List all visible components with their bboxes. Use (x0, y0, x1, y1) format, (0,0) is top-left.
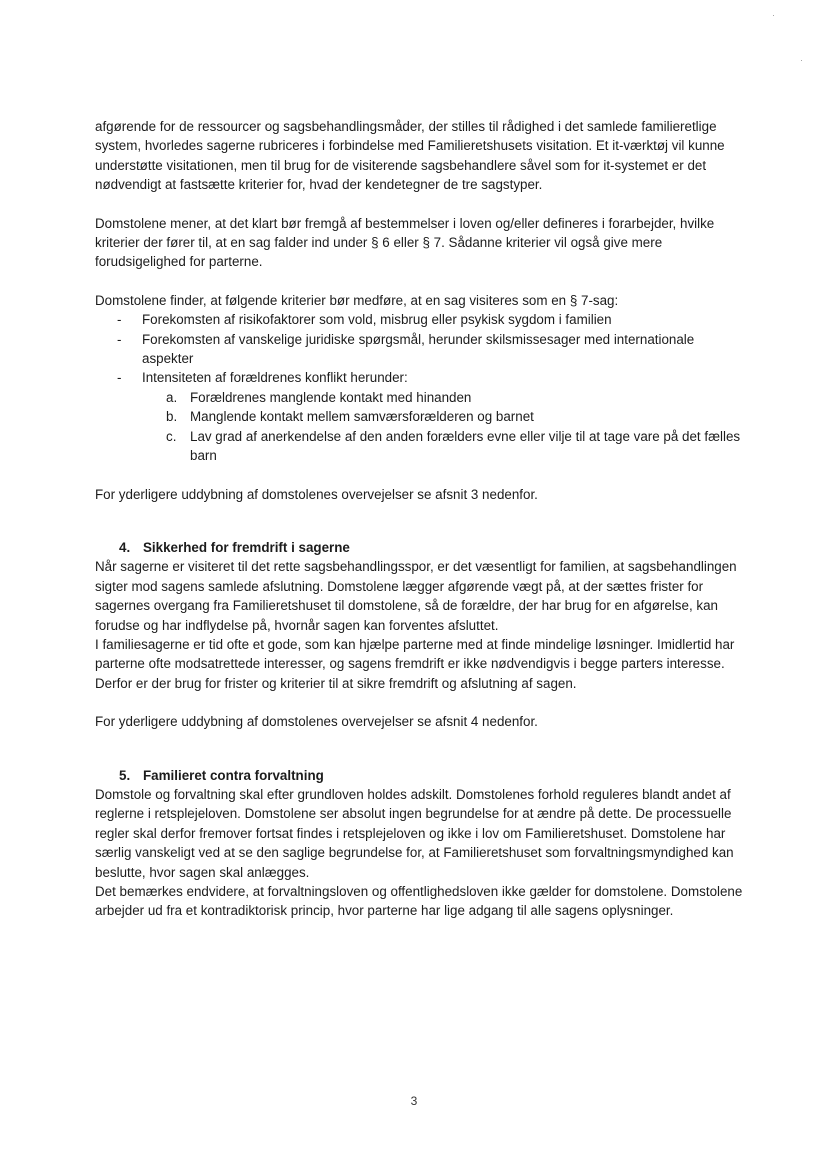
sub-item-letter: b. (166, 409, 178, 425)
page-number: 3 (410, 1094, 418, 1108)
list-item (95, 310, 747, 329)
bullet-dash: - (117, 370, 122, 386)
criteria-list (95, 310, 747, 388)
document-body (95, 117, 747, 921)
reference-section-3: For yderligere uddybning af domstolenes overvejelser se afsnit 3 nedenfor. (95, 486, 538, 502)
bullet-dash: - (117, 331, 122, 347)
section-4-heading (95, 538, 747, 557)
section-5-title: Familieret contra forvaltning (143, 767, 324, 783)
intro-paragraph: afgørende for de ressourcer og sagsbehandlingsmåder, der stilles til rådighed i det samlede familieretlige system, hvorledes sagerne rubriceres i forbindelse med Familieretshusets visitation. Et it-værktøj vil kunne understøtte visitationen, men til brug for de visiterende sagsbehandlere såvel som for it-systemet er det nødvendigt at fastsætte kriterier for, hvad der kendetegner de tre sagstyper. (95, 119, 725, 193)
sub-list-item (95, 388, 747, 407)
list-item (95, 330, 747, 369)
list-intro: Domstolene finder, at følgende kriterier bør medføre, at en sag visiteres som en § 7-sag: (95, 292, 619, 308)
list-item-text: Forekomsten af risikofaktorer som vold, misbrug eller psykisk sygdom i familien (142, 312, 612, 328)
bullet-dash: - (117, 312, 122, 328)
list-item (95, 368, 747, 387)
list-item-text: Forekomsten af vanskelige juridiske spørgsmål, herunder skilsmissesager med internationale aspekter (142, 331, 695, 367)
sub-item-letter: a. (166, 389, 178, 405)
sub-item-letter: c. (166, 428, 177, 444)
section-5-paragraph-2: Det bemærkes endvidere, at forvaltningsloven og offentlighedsloven ikke gælder for domstolene. Domstolene arbejder ud fra et kontradiktorisk princip, hvor parterne har lige adgang til alle sagens oplysninger. (95, 884, 743, 919)
reference-section-4: For yderligere uddybning af domstolenes overvejelser se afsnit 4 nedenfor. (95, 714, 538, 730)
conflict-sublist (95, 388, 747, 466)
sub-item-text: Manglende kontakt mellem samværsforælderen og barnet (190, 409, 534, 425)
section-5-heading (95, 766, 747, 785)
sub-list-item (95, 427, 747, 466)
section-4-paragraph-1: Når sagerne er visiteret til det rette sagsbehandlingsspor, er det væsentligt for familien, at sagsbehandlingen sigter mod sagens samlede afslutning. Domstolene lægger afgørende vægt på, at der sættes frister for sagernes overgang fra Familieretshuset til domstolene, så de forældre, der har brug for en afgørelse, kan forudse og har indflydelse på, hvornår sagen kan forventes afsluttet. (95, 559, 737, 633)
scan-speck-decoration: · (772, 10, 775, 20)
scan-speck-decoration: · (800, 55, 803, 65)
criteria-paragraph: Domstolene mener, at det klart bør fremgå af bestemmelser i loven og/eller defineres i forarbejder, hvilke kriterier der fører til, at en sag falder ind under § 6 eller § 7. Sådanne kriterier vil også give mere forudsigelighed for parterne. (95, 215, 715, 270)
section-5-number: 5. (119, 767, 131, 783)
section-4-title: Sikkerhed for fremdrift i sagerne (143, 539, 350, 555)
sub-item-text: Lav grad af anerkendelse af den anden forælders evne eller vilje til at tage vare på det fælles barn (190, 428, 741, 464)
sub-list-item (95, 407, 747, 426)
section-4-number: 4. (119, 539, 131, 555)
sub-item-text: Forældrenes manglende kontakt med hinanden (190, 389, 472, 405)
list-item-text: Intensiteten af forældrenes konflikt herunder: (142, 370, 408, 386)
section-5-paragraph-1: Domstole og forvaltning skal efter grundloven holdes adskilt. Domstolenes forhold reguleres blandt andet af reglerne i retsplejeloven. Domstolene ser absolut ingen begrundelse for at ændre på dette. De processuelle regler skal derfor fremover fortsat findes i retsplejeloven og ikke i lov om Familieretshuset. Domstolene har særlig vanskeligt ved at se den saglige begrundelse for, at Familieretshuset som forvaltningsmyndighed kan beslutte, hvor sagen skal anlægges. (95, 786, 734, 880)
section-4-paragraph-2: I familiesagerne er tid ofte et gode, som kan hjælpe parterne med at finde mindelige løsninger. Imidlertid har parterne ofte modsatrettede interesser, og sagens fremdrift er ikke nødvendigvis i begge parters interesse. Derfor er der brug for frister og kriterier til at sikre fremdrift og afslutning af sagen. (95, 636, 735, 691)
